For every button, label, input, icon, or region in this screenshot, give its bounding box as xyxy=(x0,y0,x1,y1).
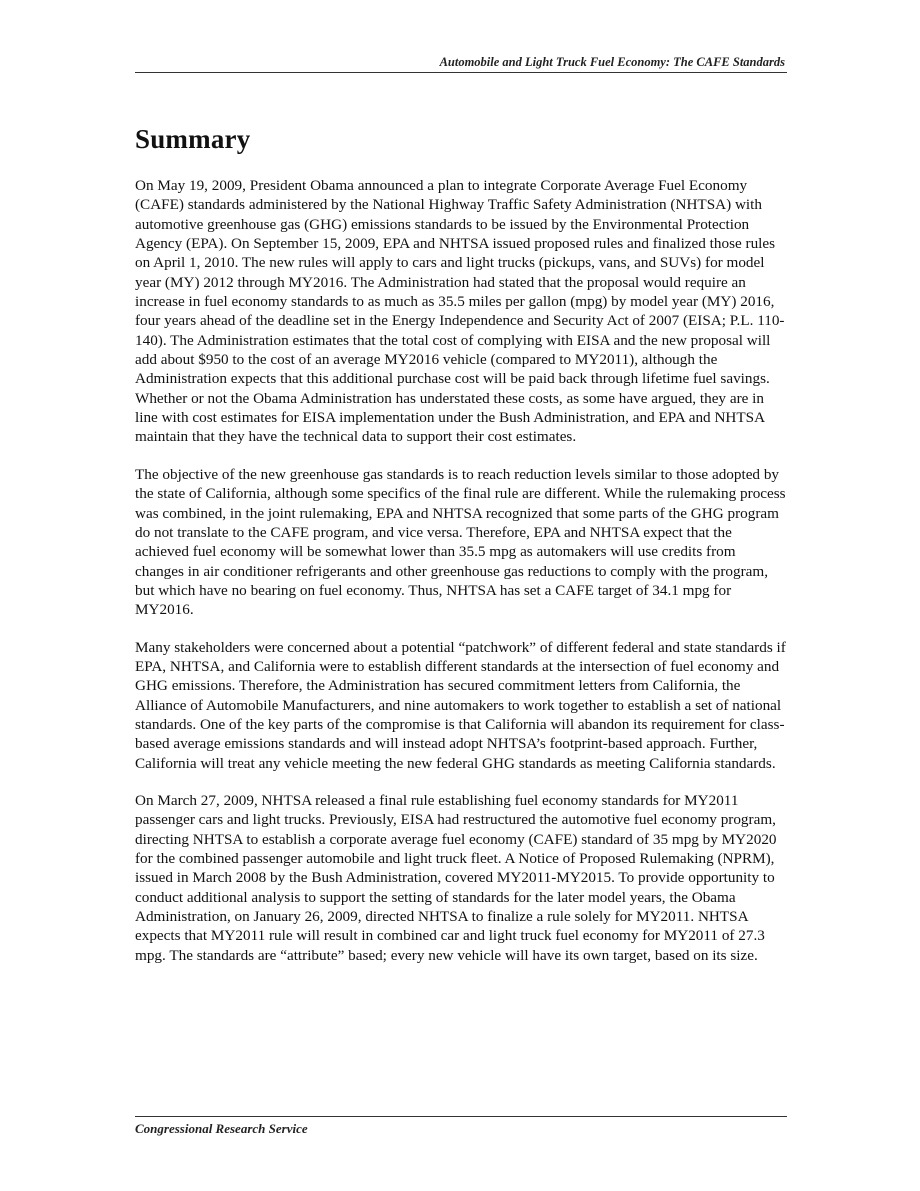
footer-label: Congressional Research Service xyxy=(135,1121,308,1136)
body-text xyxy=(135,176,787,983)
header-title: Automobile and Light Truck Fuel Economy: The CAFE Standards xyxy=(439,55,785,69)
paragraph-3: Many stakeholders were concerned about a potential “patchwork” of different federal and state standards if EPA, NHTSA, and California were to establish different standards at the intersection of fuel economy and GHG emissions. Therefore, the Administration has secured commitment letters from California, the Alliance of Automobile Manufacturers, and nine automakers to work together to establish a set of national standards. One of the key parts of the compromise is that California will abandon its requirement for class-based average emissions standards and will instead adopt NHTSA’s footprint-based approach. Further, California will treat any vehicle meeting the new federal GHG standards as meeting California standards. xyxy=(135,638,786,772)
paragraph-2: The objective of the new greenhouse gas standards is to reach reduction levels similar to those adopted by the state of California, although some specifics of the final rule are different. While the rulemaking process was combined, in the joint rulemaking, EPA and NHTSA recognized that some parts of the GHG program do not translate to the CAFE program, and vice versa. Therefore, EPA and NHTSA expect that the achieved fuel economy will be somewhat lower than 35.5 mpg as automakers will use credits from changes in air conditioner refrigerants and other greenhouse gas reductions to comply with the program, but which have no bearing on fuel economy. Thus, NHTSA has set a CAFE target of 34.1 mpg for MY2016. xyxy=(135,465,786,619)
paragraph-1: On May 19, 2009, President Obama announced a plan to integrate Corporate Average Fuel Economy (CAFE) standards administered by the National Highway Traffic Safety Administration (NHTSA) with automotive greenhouse gas (GHG) emissions standards to be issued by the Environmental Protection Agency (EPA). On September 15, 2009, EPA and NHTSA issued proposed rules and finalized those rules on April 1, 2010. The new rules will apply to cars and light trucks (pickups, vans, and SUVs) for model year (MY) 2012 through MY2016. The Administration had stated that the proposal would require an increase in fuel economy standards to as much as 35.5 miles per gallon (mpg) by model year (MY) 2016, four years ahead of the deadline set in the Energy Independence and Security Act of 2007 (EISA; P.L. 110-140). The Administration estimates that the total cost of complying with EISA and the new proposal will add about $950 to the cost of an average MY2016 vehicle (compared to MY2011), although the Administration expects that this additional purchase cost will be paid back through lifetime fuel savings. Whether or not the Obama Administration has understated these costs, as some have argued, they are in line with cost estimates for EISA implementation under the Bush Administration, and EPA and NHTSA maintain that they have the technical data to support their cost estimates. xyxy=(135,177,785,446)
paragraph-4: On March 27, 2009, NHTSA released a final rule establishing fuel economy standards for MY2011 passenger cars and light trucks. Previously, EISA had restructured the automotive fuel economy program, directing NHTSA to establish a corporate average fuel economy (CAFE) standard of 35 mpg by MY2020 for the combined passenger automobile and light truck fleet. A Notice of Proposed Rulemaking (NPRM), issued in March 2008 by the Bush Administration, covered MY2011-MY2015. To provide opportunity to conduct additional analysis to support the setting of standards for the later model years, the Obama Administration, on January 26, 2009, directed NHTSA to finalize a rule solely for MY2011. NHTSA expects that MY2011 rule will result in combined car and light truck fuel economy for MY2011 of 27.3 mpg. The standards are “attribute” based; every new vehicle will have its own target, based on its size. xyxy=(135,791,777,964)
page-footer xyxy=(135,1116,787,1136)
page-header xyxy=(135,54,787,73)
page-heading: Summary xyxy=(135,124,251,154)
